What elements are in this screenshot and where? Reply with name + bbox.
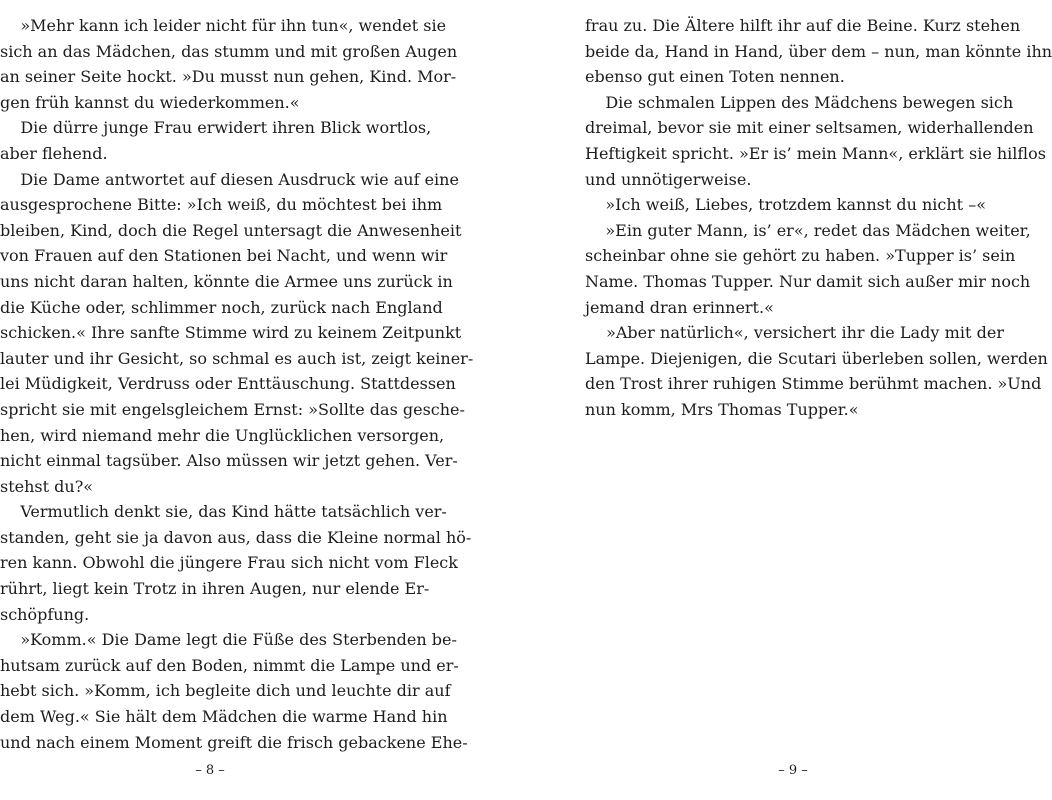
text-line: »Komm.« Die Dame legt die Füße des Sterbenden be-: [0, 630, 457, 650]
left-page: [0, 0, 500, 800]
text-line: Vermutlich denkt sie, das Kind hätte tatsächlich ver-: [0, 502, 447, 522]
text-line: gen früh kannst du wiederkommen.«: [0, 92, 300, 112]
text-line: nicht einmal tagsüber. Also müssen wir jetzt gehen. Ver-: [0, 451, 458, 471]
text-line: die Küche oder, schlimmer noch, zurück nach England: [0, 297, 443, 317]
text-line: hebt sich. »Komm, ich begleite dich und leuchte dir auf: [0, 681, 451, 701]
text-line: ausgesprochene Bitte: »Ich weiß, du möchtest bei ihm: [0, 195, 443, 215]
page-number: – 8 –: [195, 763, 225, 778]
text-line: schicken.« Ihre sanfte Stimme wird zu keinem Zeitpunkt: [0, 323, 462, 343]
text-line: »Aber natürlich«, versichert ihr die Lady mit der: [585, 323, 1004, 343]
text-line: und nach einem Moment greift die frisch gebackene Ehe-: [0, 732, 468, 752]
text-line: scheinbar ohne sie gehört zu haben. »Tupper is’ sein: [585, 246, 1016, 266]
text-line: Die Dame antwortet auf diesen Ausdruck wie auf eine: [0, 169, 459, 189]
text-line: rührt, liegt kein Trotz in ihren Augen, nur elende Er-: [0, 579, 430, 599]
page-number: – 9 –: [778, 763, 808, 778]
right-page: [500, 0, 1052, 800]
text-line: jemand dran erinnert.«: [585, 297, 774, 317]
text-line: dem Weg.« Sie hält dem Mädchen die warme Hand hin: [0, 707, 448, 727]
text-line: aber flehend.: [0, 143, 108, 163]
text-line: Lampe. Diejenigen, die Scutari überleben sollen, werden: [585, 348, 1048, 368]
text-line: lauter und ihr Gesicht, so schmal es auch ist, zeigt keiner-: [0, 348, 474, 368]
text-line: nun komm, Mrs Thomas Tupper.«: [585, 399, 859, 419]
text-line: den Trost ihrer ruhigen Stimme berühmt machen. »Und: [585, 374, 1042, 394]
text-line: Heftigkeit spricht. »Er is’ mein Mann«, erklärt sie hilflos: [585, 143, 1046, 163]
text-line: »Mehr kann ich leider nicht für ihn tun«, wendet sie: [0, 16, 447, 35]
text-line: an seiner Seite hockt. »Du musst nun gehen, Kind. Mor-: [0, 67, 457, 87]
text-line: bleiben, Kind, doch die Regel untersagt die Anwesenheit: [0, 220, 462, 240]
left-page-text: [0, 13, 474, 755]
text-line: uns nicht daran halten, könnte die Armee uns zurück in: [0, 271, 453, 291]
text-line: und unnötigerweise.: [585, 169, 752, 189]
text-line: spricht sie mit engelsgleichem Ernst: »Sollte das gesche-: [0, 399, 465, 419]
text-line: hen, wird niemand mehr die Unglücklichen versorgen,: [0, 425, 445, 445]
text-line: ebenso gut einen Toten nennen.: [585, 67, 845, 87]
text-line: lei Müdigkeit, Verdruss oder Enttäuschung. Stattdessen: [0, 374, 456, 394]
text-line: stehst du?«: [0, 476, 94, 496]
text-line: »Ein guter Mann, is’ er«, redet das Mädchen weiter,: [585, 220, 1031, 240]
text-line: sich an das Mädchen, das stumm und mit großen Augen: [0, 41, 458, 61]
text-line: beide da, Hand in Hand, über dem – nun, man könnte ihn: [585, 41, 1052, 61]
text-line: schöpfung.: [0, 604, 90, 624]
text-line: hutsam zurück auf den Boden, nimmt die Lampe und er-: [0, 655, 459, 675]
text-line: von Frauen auf den Stationen bei Nacht, und wenn wir: [0, 246, 448, 266]
text-line: standen, geht sie ja davon aus, dass die Kleine normal hö-: [0, 527, 472, 547]
text-line: »Ich weiß, Liebes, trotzdem kannst du nicht –«: [585, 195, 986, 215]
text-line: frau zu. Die Ältere hilft ihr auf die Beine. Kurz stehen: [585, 16, 1021, 35]
text-line: Die dürre junge Frau erwidert ihren Blick wortlos,: [0, 118, 432, 138]
text-line: Die schmalen Lippen des Mädchens bewegen sich: [585, 92, 1014, 112]
right-page-text: [585, 13, 1052, 423]
text-line: Name. Thomas Tupper. Nur damit sich außer mir noch: [585, 271, 1031, 291]
text-line: dreimal, bevor sie mit einer seltsamen, widerhallenden: [585, 118, 1034, 138]
text-line: ren kann. Obwohl die jüngere Frau sich nicht vom Fleck: [0, 553, 458, 573]
